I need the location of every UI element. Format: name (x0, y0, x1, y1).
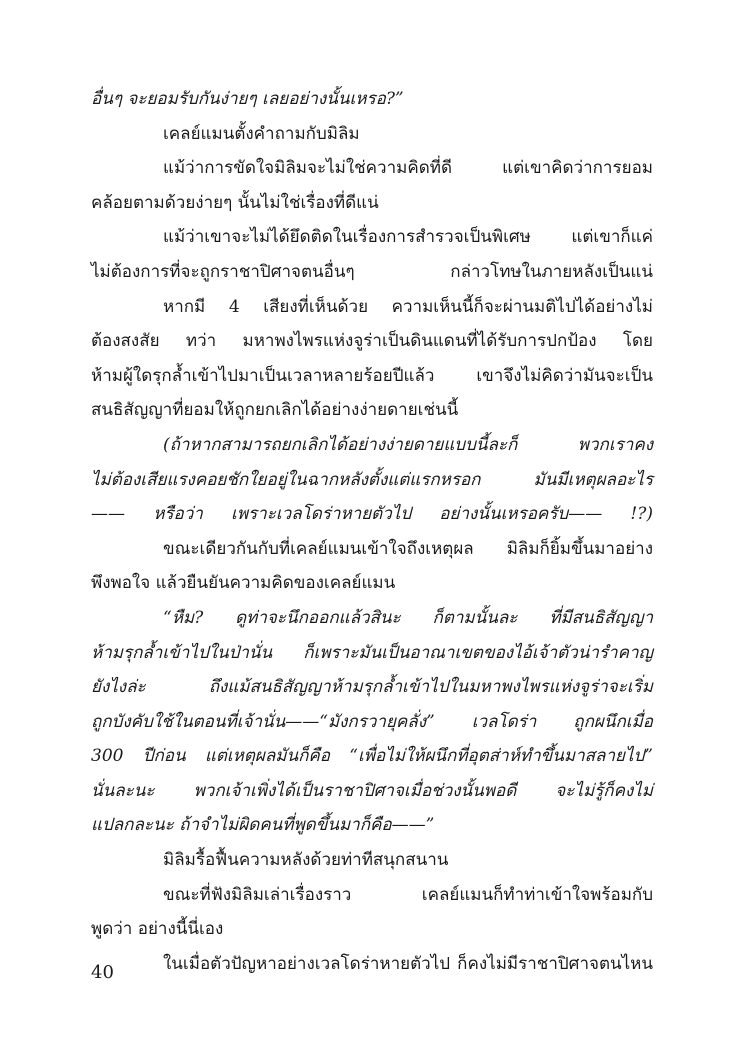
text-line: ห้ามรุกล้ำเข้าไปในป่านั่น ก็เพราะมันเป็นอาณาเขตของไอ้เจ้าตัวน่ารำคาญ (91, 642, 653, 663)
text-line: —— หรือว่า เพราะเวลโดร่าหายตัวไป อย่างนั้นเหรอครับ—— !?) (91, 504, 653, 525)
text-line: (ถ้าหากสามารถยกเลิกได้อย่างง่ายดายแบบนี้ละก็ พวกเราคง (163, 434, 653, 455)
text-line: ต้องสงสัย ทว่า มหาพงไพรแห่งจูร่าเป็นดินแดนที่ได้รับการปกป้อง โดย (91, 331, 653, 352)
text-line: ยังไงล่ะ ถึงแม้สนธิสัญญาห้ามรุกล้ำเข้าไปในมหาพงไพรแห่งจูร่าจะเริ่ม (91, 677, 653, 698)
text-line: อื่นๆ จะยอมรับกันง่ายๆ เลยอย่างนั้นเหรอ?” (91, 89, 404, 109)
text-line: 300 ปีก่อน แต่เหตุผลมันก็คือ “เพื่อไม่ให้ผนึกที่อุตส่าห์ทำขึ้นมาสลายไป” (91, 746, 653, 767)
text-line: มิลิมรื้อฟื้นความหลังด้วยท่าทีสนุกสนาน (163, 850, 449, 871)
text-line: หากมี 4 เสียงที่เห็นด้วย ความเห็นนี้ก็จะผ่านมติไปได้อย่างไม่ (163, 296, 653, 317)
text-line: ห้ามผู้ใดรุกล้ำเข้าไปมาเป็นเวลาหลายร้อยปีแล้ว เขาจึงไม่คิดว่ามันจะเป็น (91, 365, 653, 386)
text-line: ในเมื่อตัวปัญหาอย่างเวลโดร่าหายตัวไป ก็คงไม่มีราชาปิศาจตนไหน (163, 953, 653, 974)
text-line: สนธิสัญญาที่ยอมให้ถูกยกเลิกได้อย่างง่ายดายเช่นนี้ (91, 400, 459, 421)
text-line: ไม่ต้องการที่จะถูกราชาปิศาจตนอื่นๆ กล่าวโทษในภายหลังเป็นแน่ (91, 261, 653, 282)
page-number: 40 (91, 962, 114, 983)
page-body (91, 82, 653, 981)
text-line: ขณะที่ฟังมิลิมเล่าเรื่องราว เคลย์แมนก็ทำท่าเข้าใจพร้อมกับ (163, 884, 653, 905)
text-line: แม้ว่าเขาจะไม่ได้ยึดติดในเรื่องการสำรวจเป็นพิเศษ แต่เขาก็แค่ (163, 227, 653, 248)
text-line: ขณะเดียวกันกับที่เคลย์แมนเข้าใจถึงเหตุผล มิลิมก็ยิ้มขึ้นมาอย่าง (163, 538, 653, 559)
text-line: แปลกละนะ ถ้าจำไม่ผิดคนที่พูดขึ้นมาก็คือ——” (91, 815, 435, 836)
text-line: คล้อยตามด้วยง่ายๆ นั้นไม่ใช่เรื่องที่ดีแน่ (91, 192, 379, 213)
text-line: นั่นละนะ พวกเจ้าเพิ่งได้เป็นราชาปิศาจเมื่อช่วงนั้นพอดี จะไม่รู้ก็คงไม่ (91, 780, 653, 801)
text-line: ถูกบังคับใช้ในตอนที่เจ้านั่น——“มังกรวายุคลั่ง” เวลโดร่า ถูกผนึกเมื่อ (91, 711, 653, 732)
text-line: แม้ว่าการขัดใจมิลิมจะไม่ใช่ความคิดที่ดี แต่เขาคิดว่าการยอม (163, 158, 653, 179)
text-line: พูดว่า อย่างนี้นี่เอง (91, 919, 224, 940)
text-line: “หืม? ดูท่าจะนึกออกแล้วสินะ ก็ตามนั้นละ ที่มีสนธิสัญญา (163, 607, 653, 628)
text-line: ไม่ต้องเสียแรงคอยชักใยอยู่ในฉากหลังตั้งแต่แรกหรอก มันมีเหตุผลอะไร (91, 469, 653, 490)
text-line: เคลย์แมนตั้งคำถามกับมิลิม (163, 123, 360, 144)
text-line: พึงพอใจ แล้วยืนยันความคิดของเคลย์แมน (91, 573, 396, 594)
